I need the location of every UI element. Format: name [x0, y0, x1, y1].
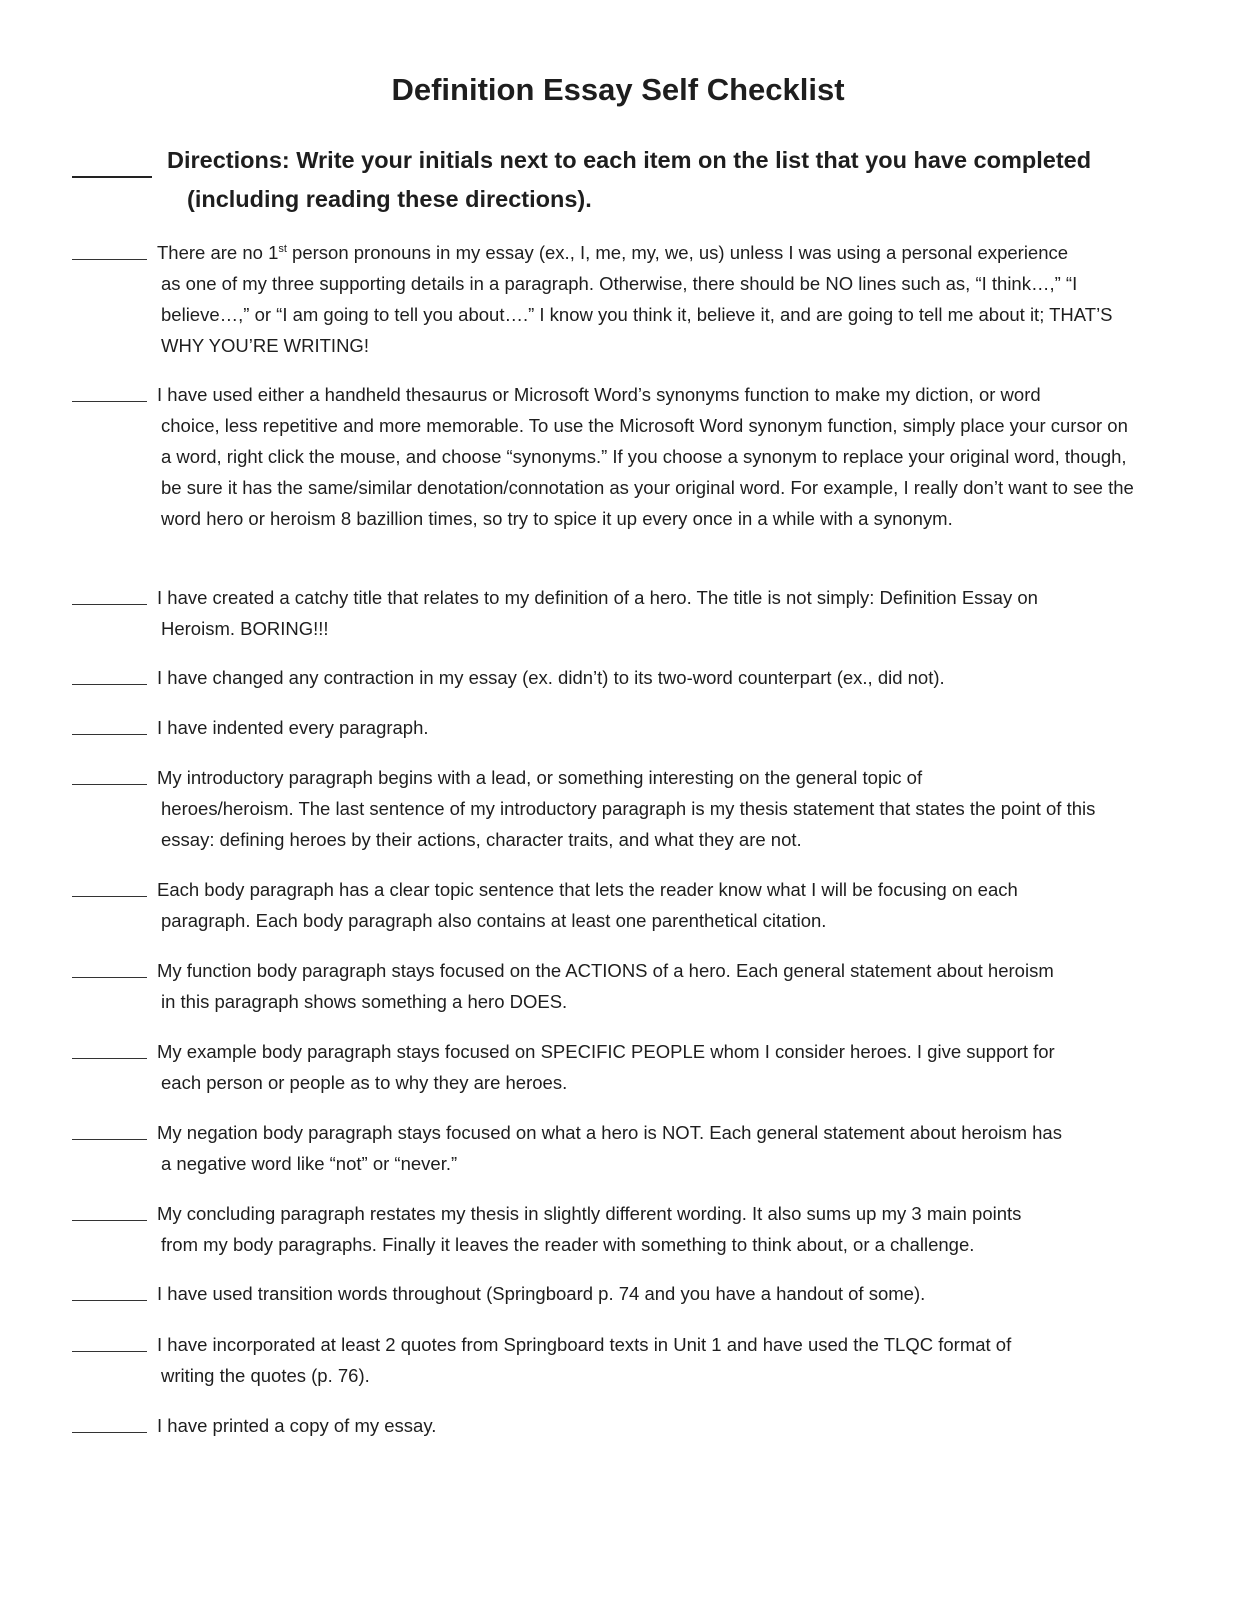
checklist-item-9 [72, 1036, 1172, 1098]
item-text: I have indented every paragraph. [157, 717, 429, 738]
initials-blank[interactable] [72, 1432, 147, 1433]
item-text: My introductory paragraph begins with a lead, or something interesting on the general topic of heroes/heroism. The last sentence of my introductory paragraph is my thesis statement that states the point of this essay: defining heroes by their actions, character traits, and what they are not. [157, 767, 1096, 850]
initials-blank[interactable] [72, 977, 147, 978]
checklist-item-3 [72, 582, 1172, 644]
initials-blank[interactable] [72, 604, 147, 605]
item-text: I have used transition words throughout (Springboard p. 74 and you have a handout of some). [157, 1283, 926, 1304]
directions-line-2: (including reading these directions). [187, 186, 592, 212]
checklist-item-2 [72, 379, 1172, 534]
item-text: Each body paragraph has a clear topic sentence that lets the reader know what I will be focusing on each paragraph. Each body paragraph also contains at least one parenthetical citation. [157, 879, 1018, 931]
initials-blank[interactable] [72, 734, 147, 735]
item-text: My concluding paragraph restates my thesis in slightly different wording. It also sums up my 3 main points from my body paragraphs. Finally it leaves the reader with something to think about, or a challenge. [157, 1203, 1022, 1255]
item-text: I have used either a handheld thesaurus or Microsoft Word’s synonyms function to make my diction, or word choice, less repetitive and more memorable. To use the Microsoft Word synonym function, simply place your cursor on a word, right click the mouse, and choose “synonyms.” If you choose a synonym to replace your original word, though, be sure it has the same/similar denotation/connotation as your original word. For example, I really don’t want to see the word hero or heroism 8 bazillion times, so try to spice it up every once in a while with a synonym. [157, 384, 1134, 529]
directions [72, 141, 1172, 219]
checklist-item-11 [72, 1198, 1172, 1260]
checklist-item-13 [72, 1329, 1172, 1391]
item-text: My example body paragraph stays focused on SPECIFIC PEOPLE whom I consider heroes. I give support for each person or people as to why they are heroes. [157, 1041, 1055, 1093]
checklist-item-14 [72, 1410, 1172, 1441]
initials-blank[interactable] [72, 1058, 147, 1059]
directions-text [167, 141, 1172, 219]
checklist-item-1 [72, 237, 1172, 361]
item-text: I have created a catchy title that relates to my definition of a hero. The title is not simply: Definition Essay on Heroism. BORING!!! [157, 587, 1038, 639]
initials-blank[interactable] [72, 784, 147, 785]
item-text: I have printed a copy of my essay. [157, 1415, 437, 1436]
checklist-item-6 [72, 762, 1172, 855]
item-text: My negation body paragraph stays focused on what a hero is NOT. Each general statement about heroism has a negative word like “not” or “never.” [157, 1122, 1062, 1174]
item-text: I have changed any contraction in my essay (ex. didn’t) to its two-word counterpart (ex., did not). [157, 667, 945, 688]
initials-blank[interactable] [72, 259, 147, 260]
initials-blank[interactable] [72, 1300, 147, 1301]
initials-blank[interactable] [72, 1351, 147, 1352]
item-text: I have incorporated at least 2 quotes from Springboard texts in Unit 1 and have used the TLQC format of writing the quotes (p. 76). [157, 1334, 1012, 1386]
initials-blank[interactable] [72, 1139, 147, 1140]
initials-blank[interactable] [72, 1220, 147, 1221]
directions-line-1: Directions: Write your initials next to each item on the list that you have completed [167, 147, 1092, 173]
directions-initials-blank[interactable] [72, 176, 152, 178]
checklist-item-10 [72, 1117, 1172, 1179]
initials-blank[interactable] [72, 684, 147, 685]
checklist-item-12 [72, 1278, 1172, 1309]
checklist-item-4 [72, 662, 1172, 693]
checklist-item-5 [72, 712, 1172, 743]
page-title: Definition Essay Self Checklist [391, 72, 845, 107]
item-text: There are no 1st person pronouns in my essay (ex., I, me, my, we, us) unless I was using a personal experience as one of my three supporting details in a paragraph. Otherwise, there should be NO lines such as, “I think…,” “I believe…,” or “I am going to tell you about….” I know you think it, believe it, and are going to tell me about it; THAT’S WHY YOU’RE WRITING! [157, 242, 1113, 356]
item-text: My function body paragraph stays focused on the ACTIONS of a hero. Each general statement about heroism in this paragraph shows something a hero DOES. [157, 960, 1054, 1012]
checklist-item-8 [72, 955, 1172, 1017]
checklist-item-7 [72, 874, 1172, 936]
initials-blank[interactable] [72, 896, 147, 897]
initials-blank[interactable] [72, 401, 147, 402]
